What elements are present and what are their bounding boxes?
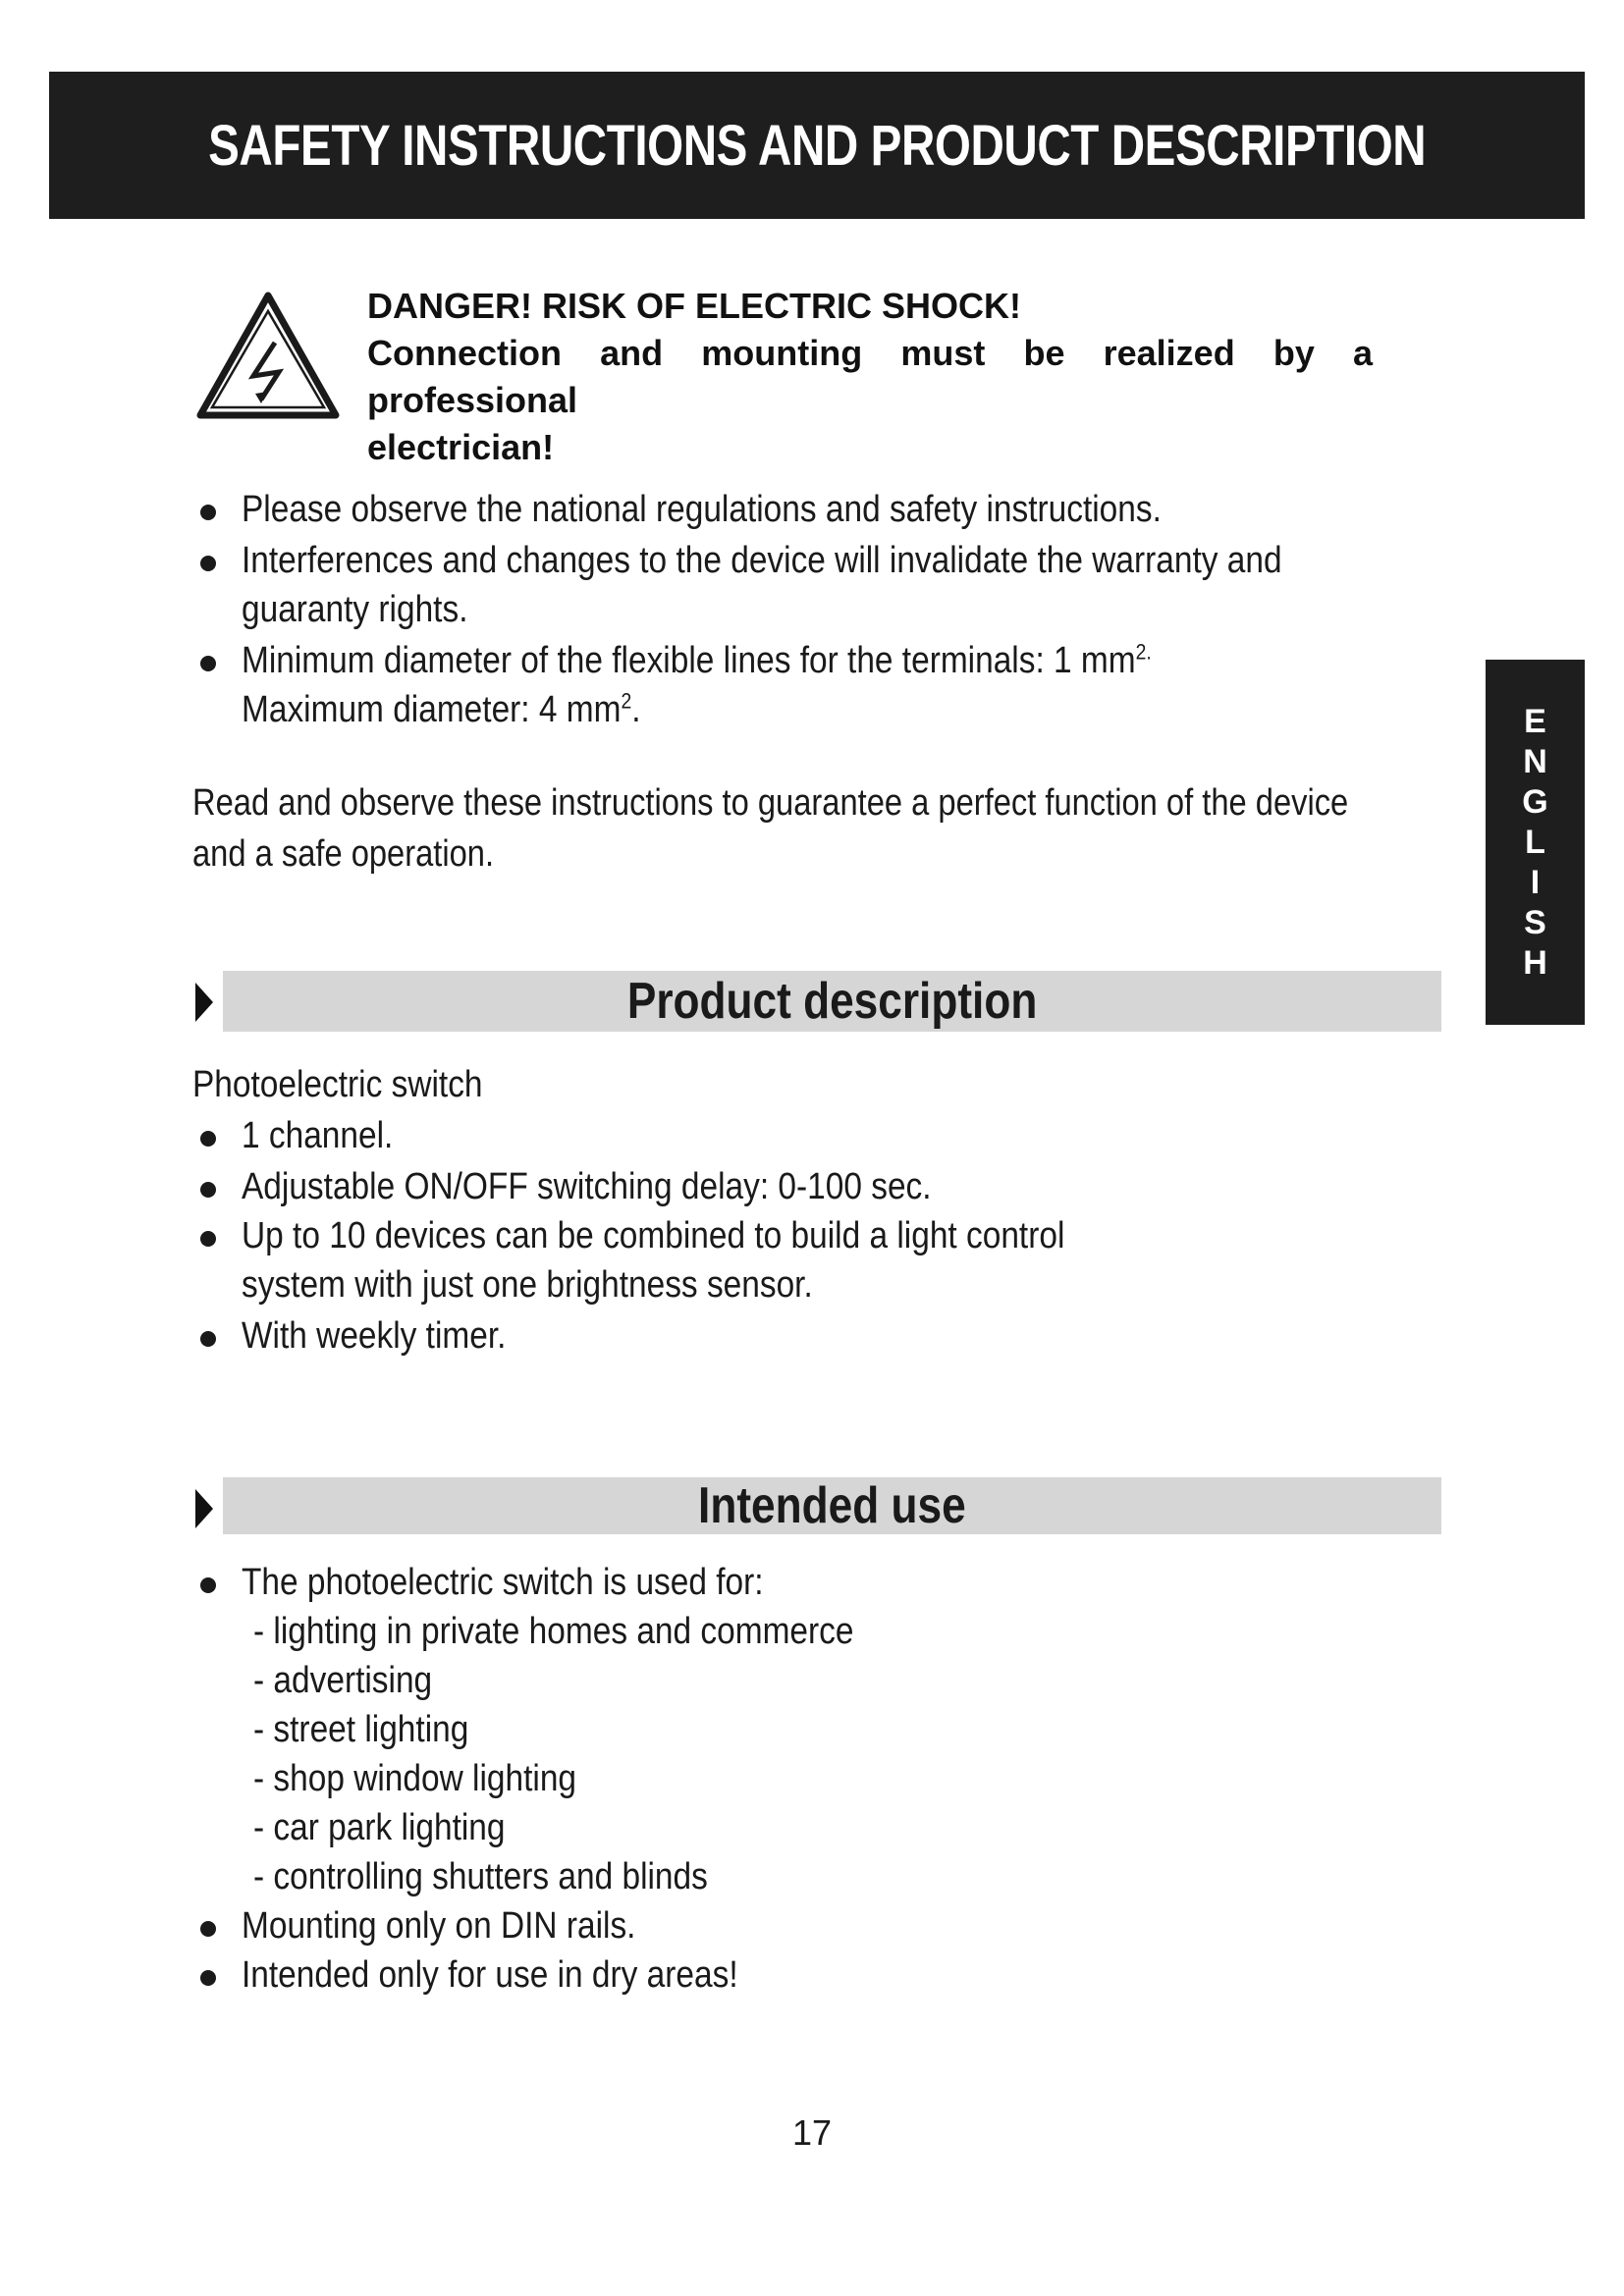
- list-item: Up to 10 devices can be combined to build a light control system with just one brightness sensor.: [192, 1211, 1177, 1309]
- list-item: Adjustable ON/OFF switching delay: 0-100 sec.: [192, 1162, 1177, 1211]
- bullet-icon: [200, 1231, 216, 1247]
- section-arrow-icon: [195, 1489, 213, 1528]
- list-item: With weekly timer.: [192, 1311, 1177, 1361]
- list-item: 1 channel.: [192, 1111, 1177, 1160]
- bullet-icon: [200, 556, 216, 571]
- section-arrow-icon: [195, 983, 213, 1022]
- section-heading: Product description: [626, 973, 1038, 1030]
- use-subitem: - advertising: [253, 1660, 433, 1701]
- product-intro: Photoelectric switch: [192, 1064, 483, 1105]
- danger-text-line2: electrician!: [367, 427, 555, 467]
- read-note-line1: Read and observe these instructions to guarantee a perfect function of the device: [192, 782, 1349, 824]
- use-subitem: - car park lighting: [253, 1807, 506, 1848]
- page-title: SAFETY INSTRUCTIONS AND PRODUCT DESCRIPTION: [207, 113, 1427, 178]
- danger-warning: [367, 283, 1373, 471]
- intended-use: [192, 1558, 936, 2000]
- list-item: Please observe the national regulations and safety instructions.: [192, 485, 1424, 534]
- list-item: Intended only for use in dry areas!: [192, 1950, 936, 2000]
- language-tab: E N G L I S H: [1486, 660, 1585, 1025]
- product-description-heading-bar: [193, 971, 1441, 1032]
- intended-use-heading-bar: [193, 1477, 1441, 1534]
- safety-bullets: [192, 485, 1424, 734]
- bullet-icon: [200, 1970, 216, 1986]
- list-item: The photoelectric switch is used for: - lighting in private homes and commerce - advertising - street lighting - shop window lighting - car park lighting - controlling shutters and blinds: [192, 1558, 936, 1901]
- bullet-icon: [200, 1577, 216, 1593]
- danger-text-line1: Connection and mounting must be realized by a professional: [367, 333, 1373, 420]
- read-note-line2: and a safe operation.: [192, 833, 495, 875]
- use-subitem: - controlling shutters and blinds: [253, 1856, 708, 1897]
- use-subitem: - street lighting: [253, 1709, 469, 1750]
- list-item: Minimum diameter of the flexible lines for the terminals: 1 $mm^{2.}$ Maximum diameter: 4 $mm^2$.: [192, 636, 1424, 734]
- product-description: [192, 1060, 1177, 1361]
- use-subitem: - shop window lighting: [253, 1758, 577, 1799]
- bullet-icon: [200, 1182, 216, 1198]
- use-subitem: - lighting in private homes and commerce: [253, 1611, 854, 1652]
- section-heading: Intended use: [698, 1477, 966, 1534]
- bullet-icon: [200, 1131, 216, 1147]
- bullet-icon: [200, 1331, 216, 1347]
- page-number: 17: [791, 2112, 833, 2153]
- bullet-icon: [200, 1921, 216, 1937]
- list-item: Mounting only on DIN rails.: [192, 1901, 936, 1950]
- read-note: [192, 777, 1537, 880]
- page-header: [49, 72, 1585, 219]
- bullet-icon: [200, 505, 216, 520]
- list-item: Interferences and changes to the device will invalidate the warranty and guaranty rights.: [192, 536, 1424, 634]
- electric-shock-warning-icon: [196, 292, 340, 419]
- danger-title: DANGER! RISK OF ELECTRIC SHOCK!: [367, 286, 1021, 326]
- bullet-icon: [200, 656, 216, 671]
